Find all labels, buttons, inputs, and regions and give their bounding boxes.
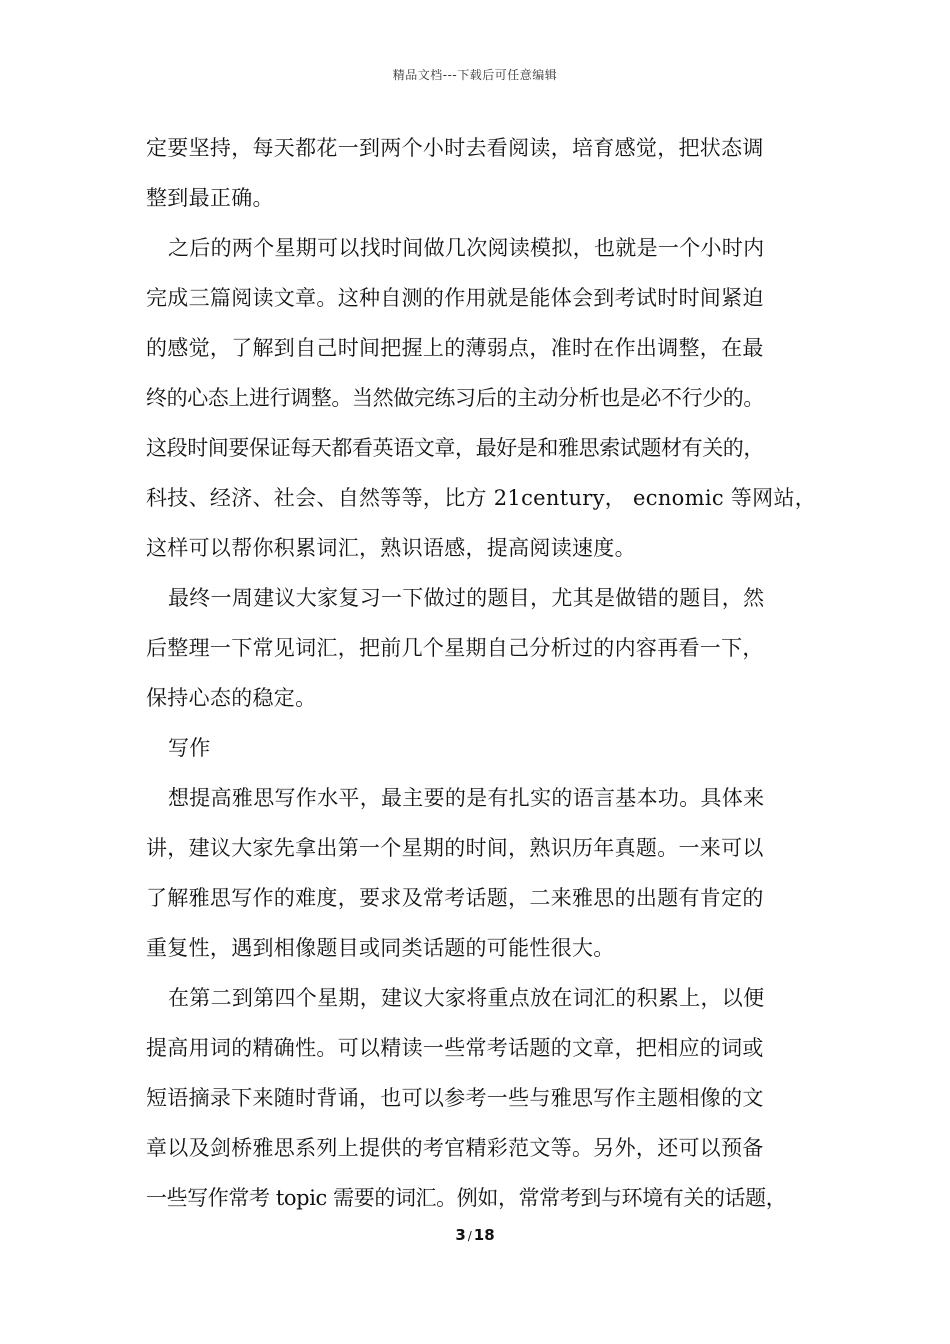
text-line: 在第二到第四个星期，建议大家将重点放在词汇的积累上，以便 [168, 986, 765, 1010]
text-line: 保持心态的稳定。 [146, 686, 317, 710]
text-line: 这段时间要保证每天都看英语文章，最好是和雅思索试题材有关的， [146, 436, 764, 460]
text-line: 科技、经济、社会、自然等等，比方 21century， ecnomic 等网站， [146, 486, 817, 510]
text-line: 的感觉，了解到自己时间把握上的薄弱点，准时在作出调整，在最 [146, 336, 764, 360]
text-line: 想提高雅思写作水平，最主要的是有扎实的语言基本功。具体来 [168, 786, 765, 810]
text-line: 之后的两个星期可以找时间做几次阅读模拟，也就是一个小时内 [168, 236, 765, 260]
text-line: 完成三篇阅读文章。这种自测的作用就是能体会到考试时时间紧迫 [146, 286, 764, 310]
current-page: 3 [455, 1226, 466, 1244]
page-header: 精品文档---下载后可任意编辑 [392, 68, 558, 82]
text-line: 一些写作常考 topic 需要的词汇。例如，常常考到与环境有关的话题， [146, 1186, 787, 1210]
text-line: 终的心态上进行调整。当然做完练习后的主动分析也是必不行少的。 [146, 386, 764, 410]
text-line: 定要坚持，每天都花一到两个小时去看阅读，培育感觉，把状态调 [146, 136, 764, 160]
document-body [146, 123, 821, 1223]
text-line: 整到最正确。 [146, 186, 274, 210]
text-line: 最终一周建议大家复习一下做过的题目，尤其是做错的题目，然 [168, 586, 765, 610]
text-line: 短语摘录下来随时背诵，也可以参考一些与雅思写作主题相像的文 [146, 1086, 764, 1110]
text-line: 了解雅思写作的难度，要求及常考话题，二来雅思的出题有肯定的 [146, 886, 764, 910]
page-number [0, 1226, 950, 1244]
total-pages: 18 [473, 1226, 495, 1244]
text-line: 提高用词的精确性。可以精读一些常考话题的文章，把相应的词或 [146, 1036, 764, 1060]
text-line: 讲，建议大家先拿出第一个星期的时间，熟识历年真题。一来可以 [146, 836, 764, 860]
text-line: 后整理一下常见词汇，把前几个星期自己分析过的内容再看一下， [146, 636, 764, 660]
text-line: 章以及剑桥雅思系列上提供的考官精彩范文等。另外，还可以预备 [146, 1136, 764, 1160]
text-line: 这样可以帮你积累词汇，熟识语感，提高阅读速度。 [146, 536, 636, 560]
text-line: 重复性，遇到相像题目或同类话题的可能性很大。 [146, 936, 615, 960]
section-heading-writing: 写作 [168, 736, 211, 760]
page-separator: / [467, 1229, 472, 1243]
